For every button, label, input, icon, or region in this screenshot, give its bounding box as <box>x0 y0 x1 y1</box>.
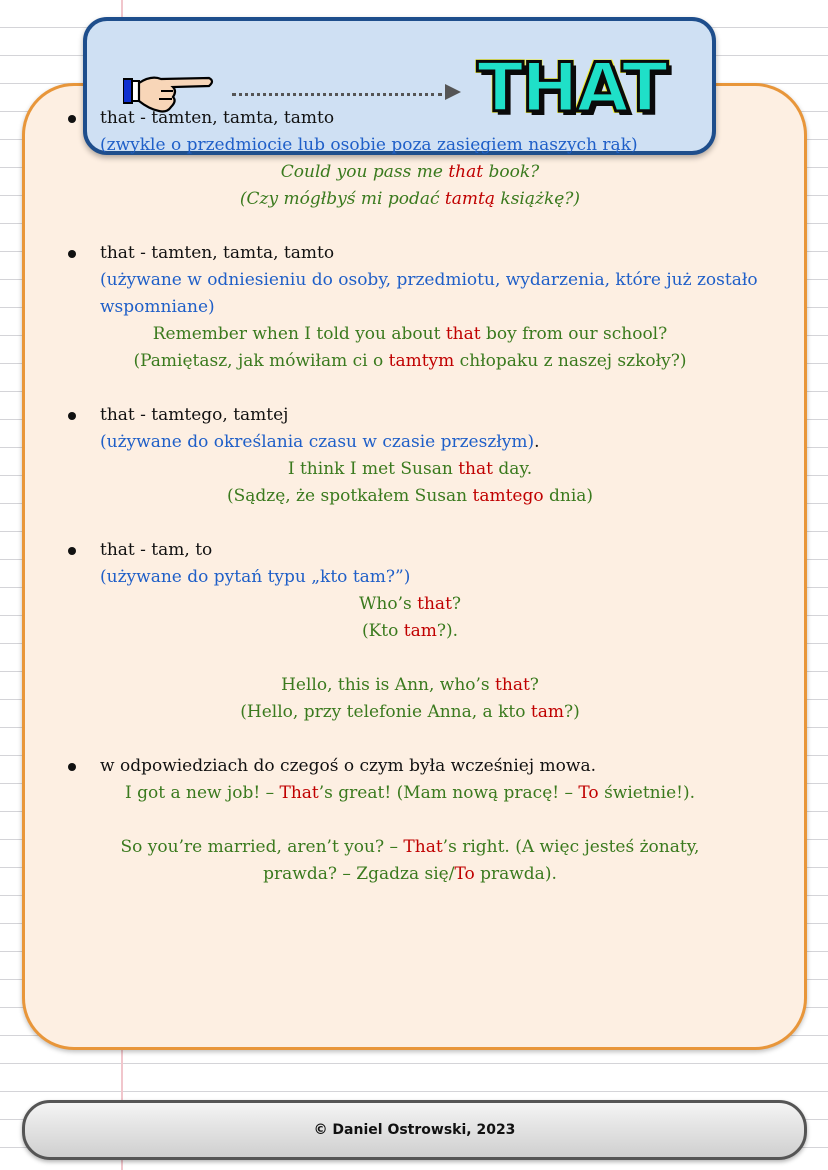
explanation-list <box>40 105 780 915</box>
item-heading <box>40 402 780 429</box>
text-segment: that - tam, to <box>100 540 213 560</box>
text-segment: boy from our school? <box>480 324 668 344</box>
example-sentence <box>40 618 780 645</box>
item-heading <box>40 753 780 780</box>
text-segment: Remember when I told you about <box>152 324 446 344</box>
text-segment: that - tamten, tamta, tamto <box>100 243 335 263</box>
usage-note <box>40 132 780 159</box>
text-segment: prawda). <box>474 864 557 884</box>
example-sentence <box>40 591 780 618</box>
text-segment: ’s right. (A więc jesteś żonaty, <box>442 837 700 857</box>
text-segment: dnia) <box>543 486 594 506</box>
example-sentence <box>40 780 780 807</box>
example-sentence <box>40 456 780 483</box>
highlighted-word: that <box>448 162 484 182</box>
text-segment: So you’re married, aren’t you? – <box>120 837 404 857</box>
text-segment: (Czy mógłbyś mi podać <box>239 189 445 209</box>
text-segment: that - tamtego, tamtej <box>100 405 289 425</box>
text-segment: prawda? – Zgadza się/ <box>263 864 455 884</box>
highlighted-word: tam <box>530 702 564 722</box>
text-segment: I got a new job! – <box>124 783 280 803</box>
highlighted-word: To <box>578 783 599 803</box>
list-item <box>40 105 780 213</box>
text-segment: I think I met Susan <box>287 459 459 479</box>
highlighted-word: that <box>458 459 493 479</box>
text-segment: świetnie!). <box>598 783 695 803</box>
example-sentence <box>40 834 780 861</box>
item-heading <box>40 105 780 132</box>
text-segment: Who’s <box>358 594 418 614</box>
usage-note <box>40 267 780 321</box>
highlighted-word: that <box>417 594 452 614</box>
list-item <box>40 402 780 510</box>
highlighted-word: tam <box>403 621 437 641</box>
text-segment: w odpowiedziach do czegoś o czym była wcześniej mowa. <box>100 756 596 776</box>
spacer <box>40 645 780 672</box>
list-item <box>40 537 780 726</box>
example-sentence <box>40 861 780 888</box>
highlighted-word: tamtym <box>388 351 455 371</box>
highlighted-word: tamtą <box>444 189 495 209</box>
arrow-head-icon <box>445 84 461 100</box>
text-segment: chłopaku z naszej szkoły?) <box>454 351 687 371</box>
that-logo: THAT <box>477 49 667 128</box>
text-segment: Hello, this is Ann, who’s <box>281 675 496 695</box>
highlighted-word: that <box>445 324 481 344</box>
text-segment: ?) <box>563 702 580 722</box>
footer-bar <box>22 1100 807 1160</box>
example-sentence <box>40 186 780 213</box>
text-segment: . <box>534 432 540 452</box>
highlighted-word: that <box>495 675 530 695</box>
text-segment: (Kto <box>361 621 404 641</box>
example-sentence <box>40 321 780 348</box>
dotted-arrow-line <box>232 93 442 96</box>
usage-note <box>40 564 780 591</box>
text-segment: ’s great! (Mam nową pracę! – <box>318 783 579 803</box>
text-segment: day. <box>492 459 533 479</box>
highlighted-word: tamtego <box>472 486 544 506</box>
example-sentence <box>40 483 780 510</box>
text-segment: (używane w odniesieniu do osoby, przedmiotu, wydarzenia, które już zostało wspomniane) <box>100 270 758 317</box>
text-segment: ? <box>529 675 539 695</box>
text-segment: (Sądzę, że spotkałem Susan <box>226 486 473 506</box>
highlighted-word: To <box>454 864 475 884</box>
text-segment: ?). <box>436 621 459 641</box>
text-segment: book? <box>483 162 540 182</box>
text-segment: (używane do określania czasu w czasie przeszłym) <box>100 432 535 452</box>
list-item <box>40 240 780 375</box>
text-segment: (zwykle o przedmiocie lub osobie poza zasięgiem naszych rąk) <box>100 135 638 155</box>
text-segment: Could you pass me <box>280 162 449 182</box>
copyright-text: © Daniel Ostrowski, 2023 <box>313 1122 516 1138</box>
example-sentence <box>40 699 780 726</box>
example-sentence <box>40 348 780 375</box>
example-sentence <box>40 672 780 699</box>
text-segment: książkę?) <box>494 189 581 209</box>
spacer <box>40 807 780 834</box>
text-segment: (Hello, przy telefonie Anna, a kto <box>240 702 531 722</box>
text-segment: ? <box>451 594 462 614</box>
item-heading <box>40 240 780 267</box>
highlighted-word: That <box>403 837 443 857</box>
example-sentence <box>40 159 780 186</box>
usage-note <box>40 429 780 456</box>
text-segment: (używane do pytań typu „kto tam?”) <box>100 567 411 587</box>
highlighted-word: That <box>279 783 319 803</box>
text-segment: that - tamten, tamta, tamto <box>100 108 335 128</box>
list-item <box>40 753 780 888</box>
text-segment: (Pamiętasz, jak mówiłam ci o <box>133 351 389 371</box>
item-heading <box>40 537 780 564</box>
